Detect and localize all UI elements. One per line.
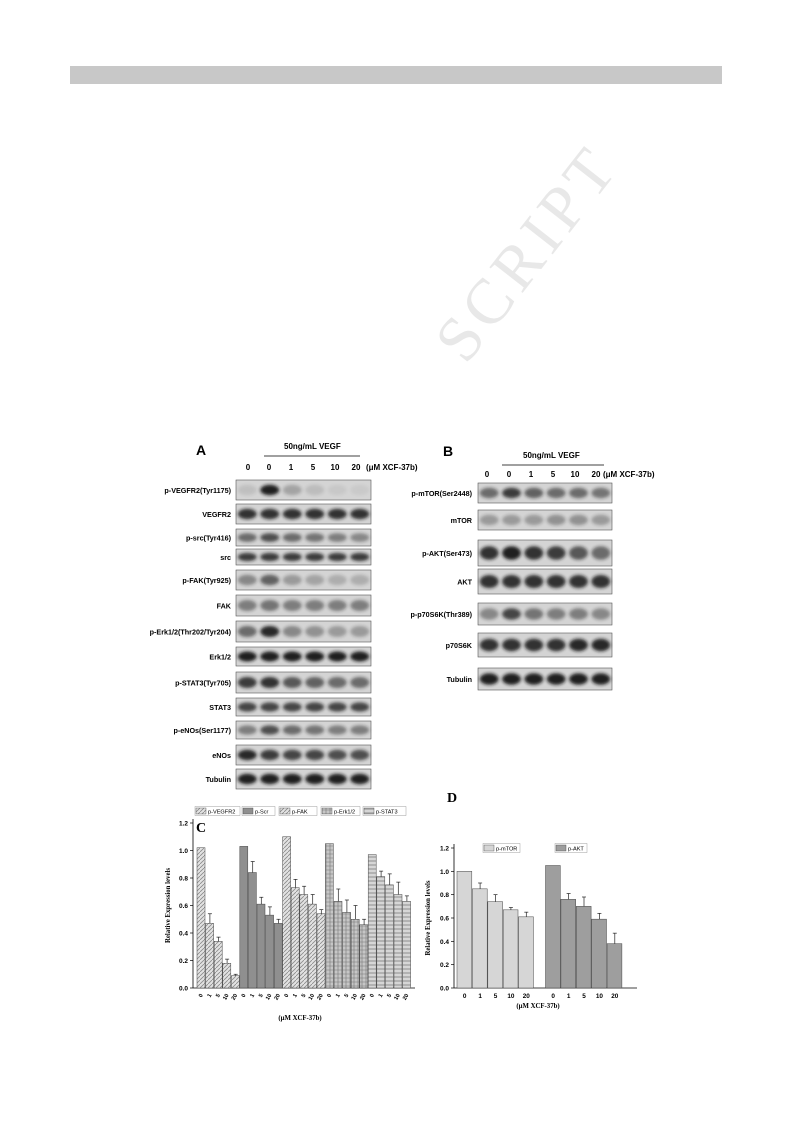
panel-b-band (591, 546, 610, 560)
chart-d-y-tick-label: 0.0 (439, 985, 449, 993)
chart-c-bar (394, 895, 402, 989)
panel-a-row-p-src-tyr416 (186, 529, 371, 546)
panel-b-band (480, 546, 499, 560)
panel-a-band (260, 485, 279, 495)
panel-b-treatment: 50ng/mL VEGF (523, 451, 580, 460)
panel-b-row-label: p70S6K (445, 641, 472, 650)
panel-b-band (480, 639, 499, 651)
chart-d-category-label: 5 (493, 993, 498, 1000)
chart-c-legend-swatch (243, 808, 253, 814)
panel-b-band (524, 608, 543, 619)
panel-c-label: C (196, 821, 207, 836)
panel-b-band (524, 575, 543, 588)
panel-a-row-label: FAK (216, 601, 231, 611)
panel-a-band (305, 485, 324, 495)
chart-c-legend-label: p-FAK (292, 809, 308, 816)
panel-a-band (328, 626, 347, 637)
panel-b-band (524, 515, 543, 525)
panel-b-band (547, 546, 566, 560)
panel-a-band (260, 677, 279, 688)
panel-b-dose: 0 (506, 470, 512, 479)
panel-b-band (502, 608, 521, 619)
chart-c-bar (403, 901, 411, 988)
chart-d-category-label: 1 (478, 993, 482, 1000)
panel-a-band (350, 575, 369, 585)
chart-c-y-tick-label: 0.4 (178, 930, 188, 938)
chart-c-bar (317, 914, 325, 988)
panel-b-band (569, 608, 588, 619)
chart-c-category-label: 0 (369, 993, 376, 999)
panel-a-row-label: p-VEGFR2(Tyr1175) (164, 486, 231, 495)
panel-a-row-src (220, 549, 371, 565)
panel-a-band (350, 677, 369, 688)
panel-a-band (238, 600, 257, 611)
panel-b-row-label: p-p70S6K(Thr389) (410, 610, 472, 619)
chart-c-bar (325, 844, 333, 988)
chart-d-legend-swatch (556, 845, 566, 851)
chart-c-category-label: 20 (273, 993, 282, 1002)
panel-a-band (238, 485, 257, 495)
chart-c-legend-swatch (280, 808, 290, 814)
chart-d-bar (472, 889, 487, 988)
chart-c-bar (300, 895, 308, 989)
chart-c-bar (334, 901, 342, 988)
panel-a-band (305, 725, 324, 734)
watermark: SCRIPT (420, 131, 633, 375)
panel-a-blots (150, 480, 371, 789)
panel-a-row-label: p-eNOs(Ser1177) (173, 726, 231, 735)
panel-a-dose: 1 (288, 463, 294, 472)
panel-a-band (305, 509, 324, 519)
panel-b-band (547, 575, 566, 588)
chart-c-bar (283, 837, 291, 988)
panel-a-row-label: p-Erk1/2(Thr202/Tyr204) (149, 627, 231, 637)
chart-c-y-tick-label: 1.2 (178, 820, 188, 828)
panel-b-band (480, 575, 499, 588)
chart-c-category-label: 0 (283, 993, 291, 999)
chart-c-y-tick-label: 0.2 (178, 958, 188, 965)
panel-a-band (260, 702, 279, 711)
panel-a-band (260, 774, 279, 784)
chart-d-y-tick-label: 1.0 (439, 868, 449, 876)
chart-c-category-label: 0 (326, 993, 334, 999)
chart-c-bar (206, 923, 214, 988)
panel-b-band (569, 673, 588, 684)
panel-a-row-label: Erk1/2 (209, 652, 231, 662)
panel-b-band (569, 515, 588, 525)
panel-a-band (350, 702, 369, 711)
chart-d-y-tick-label: 0.2 (439, 962, 449, 970)
panel-a-unit: (μM XCF-37b) (366, 463, 418, 472)
panel-b-dose: 0 (484, 470, 490, 479)
panel-b-row-mtor (451, 510, 612, 530)
panel-b-band (569, 546, 588, 560)
panel-b-dose: 10 (570, 470, 580, 479)
panel-b-band (591, 673, 610, 684)
chart-c-x-axis-label: (μM XCF-37b) (278, 1015, 322, 1022)
panel-b-row-akt (457, 569, 612, 594)
chart-d-x-axis-label: (μM XCF-37b) (516, 1003, 560, 1010)
panel-a-band (238, 725, 257, 734)
panel-b-row-p70s6k (446, 633, 612, 657)
chart-c-category-label: 5 (343, 993, 351, 999)
chart-c-y-tick-label: 0.0 (178, 985, 188, 993)
panel-b-band (591, 639, 610, 651)
panel-b-band (524, 488, 543, 498)
chart-c-legend-swatch (322, 808, 332, 814)
panel-a-band (238, 702, 257, 711)
panel-a-band (350, 626, 369, 637)
chart-d-bar (503, 910, 518, 988)
panel-a-treatment: 50ng/mL VEGF (284, 442, 341, 451)
panel-a-band (350, 652, 369, 662)
chart-c-category-label: 10 (222, 993, 231, 1002)
panel-a-dose: 10 (330, 463, 340, 472)
panel-b-band (502, 673, 521, 684)
panel-a-row-tubulin (206, 769, 371, 789)
chart-c-category-label: 1 (292, 993, 299, 999)
panel-a-row-erk1-2 (209, 647, 371, 666)
panel-a-row-label: src (220, 553, 231, 562)
chart-d-legend-label: p-AKT (568, 846, 584, 853)
panel-a-band (305, 774, 324, 784)
chart-d-legend-swatch (484, 845, 494, 851)
chart-c-bar (214, 941, 222, 988)
panel-b-band (569, 488, 588, 498)
chart-c-y-tick-label: 0.6 (178, 903, 188, 910)
chart-c-category-label: 5 (300, 993, 308, 999)
panel-b-band (480, 608, 499, 619)
chart-c-legend-label: p-STAT3 (376, 809, 398, 816)
chart-c-bar (377, 877, 385, 988)
chart-c-category-label: 1 (249, 993, 257, 999)
panel-b-band (480, 488, 499, 498)
panel-b-row-label: Tubulin (446, 675, 472, 684)
panel-a-row-label: p-FAK(Tyr925) (182, 576, 231, 585)
panel-a-band (305, 575, 324, 585)
chart-d-category-label: 10 (595, 993, 603, 1000)
panel-b-blots (410, 483, 612, 690)
chart-c-category-label: 20 (316, 993, 325, 1002)
panel-a-band (328, 533, 347, 542)
panel-a-band (283, 750, 302, 760)
panel-b-band (547, 488, 566, 498)
chart-c-category-label: 1 (335, 993, 342, 999)
chart-d-bar (561, 899, 576, 988)
panel-a-band (305, 626, 324, 637)
panel-a-row-p-enos-ser1177 (173, 721, 371, 739)
chart-c-legend-label: p-Scr (255, 809, 269, 816)
panel-a-band (238, 509, 257, 519)
chart-d-category-label: 20 (522, 993, 530, 1000)
panel-b-label: B (443, 443, 454, 459)
panel-b-band (502, 515, 521, 525)
panel-b-row-p-akt-ser473 (422, 540, 612, 566)
chart-c-bar (257, 904, 265, 988)
chart-d-bar (607, 944, 622, 988)
chart-c-bar (266, 915, 274, 988)
panel-a-band (260, 575, 279, 585)
panel-b-row-tubulin (447, 668, 612, 690)
chart-c-bar (248, 873, 256, 989)
panel-a-band (328, 677, 347, 688)
chart-c-bar (385, 885, 393, 988)
panel-a-band (328, 725, 347, 734)
panel-b-row-label: p-AKT(Ser473) (422, 549, 472, 558)
chart-d-y-tick-label: 0.4 (439, 938, 449, 946)
chart-c-category-label: 5 (386, 993, 394, 999)
panel-a-row-p-vegfr2-tyr1175 (164, 480, 371, 500)
panel-a-band (328, 774, 347, 784)
panel-a-band (350, 533, 369, 542)
chart-c-bar (308, 904, 316, 988)
panel-a-header (196, 442, 418, 472)
panel-a-band (350, 509, 369, 519)
chart-c-y-tick-label: 1.0 (178, 848, 188, 855)
panel-a-row-label: VEGFR2 (202, 510, 231, 519)
panel-b-row-label: AKT (457, 577, 472, 587)
panel-a-band (260, 626, 279, 637)
panel-b-unit: (μM XCF-37b) (603, 470, 655, 479)
panel-b-row-label: p-mTOR(Ser2448) (411, 489, 472, 498)
panel-a-row-p-erk1-2-thr202-tyr204 (150, 621, 371, 642)
panel-a-band (283, 533, 302, 542)
panel-a-band (238, 774, 257, 784)
panel-a-band (328, 485, 347, 495)
chart-c-bar (274, 923, 282, 988)
panel-a-row-enos (212, 745, 371, 765)
panel-a-band (305, 750, 324, 760)
chart-c-y-axis-label: Relative Expression levels (165, 867, 172, 944)
panel-a-band (305, 652, 324, 662)
panel-a-band (238, 626, 257, 637)
panel-b-band (569, 639, 588, 651)
panel-a-band (283, 553, 302, 561)
panel-a-band (238, 652, 257, 662)
chart-c-category-label: 20 (359, 993, 368, 1002)
panel-a-band (260, 533, 279, 542)
panel-a-row-p-fak-tyr925 (182, 570, 371, 590)
panel-a-band (350, 774, 369, 784)
panel-a-band (238, 533, 257, 542)
chart-c-bar (368, 855, 376, 988)
panel-b-row-p-p70s6k-thr389 (410, 603, 612, 625)
panel-a-dose: 0 (266, 463, 272, 472)
chart-c-category-label: 1 (377, 993, 385, 999)
panel-b-band (524, 546, 543, 560)
panel-a-band (283, 509, 302, 519)
panel-a-dose: 5 (310, 463, 316, 472)
panel-a-row-p-stat3-tyr705 (175, 672, 371, 693)
chart-d-category-label: 20 (611, 993, 619, 1000)
panel-b-dose: 5 (550, 470, 556, 479)
panel-b-band (591, 575, 610, 588)
chart-d-category-label: 0 (551, 993, 555, 1000)
panel-a-row-stat3 (209, 698, 371, 716)
chart-c-legend-label: p-VEGFR2 (208, 809, 236, 816)
panel-a-band (350, 485, 369, 495)
panel-a-dose: 20 (351, 463, 361, 472)
panel-b-band (569, 575, 588, 588)
chart-d-bar (546, 866, 561, 989)
panel-a-dose: 0 (245, 463, 251, 472)
panel-a-row-vegfr2 (202, 504, 371, 524)
panel-b-band (547, 608, 566, 619)
chart-c-category-label: 1 (206, 993, 214, 999)
panel-a-band (283, 677, 302, 688)
panel-a-band (350, 750, 369, 760)
chart-d-bar (576, 906, 591, 988)
panel-a-row-fak (217, 595, 371, 616)
panel-a-band (260, 553, 279, 561)
panel-a-band (305, 600, 324, 611)
panel-b-band (502, 639, 521, 651)
panel-a-row-label: eNOs (212, 751, 231, 760)
chart-d-bar (592, 919, 607, 988)
chart-d-bar (457, 871, 472, 988)
chart-d-category-label: 1 (566, 993, 571, 1000)
panel-b-band (524, 673, 543, 684)
panel-a-row-label: p-src(Tyr416) (185, 533, 231, 543)
panel-a-band (350, 725, 369, 734)
chart-d-bar (488, 902, 503, 988)
panel-b-dose: 20 (591, 470, 601, 479)
panel-a-band (305, 702, 324, 711)
panel-b-band (547, 639, 566, 651)
panel-a-band (350, 600, 369, 611)
panel-a-band (328, 600, 347, 611)
chart-c-category-label: 0 (198, 993, 205, 999)
panel-a-row-label: STAT3 (209, 703, 231, 712)
panel-a-label: A (196, 442, 207, 458)
panel-a-band (260, 600, 279, 611)
panel-b-band (524, 639, 543, 651)
chart-c-category-label: 5 (258, 993, 265, 999)
panel-a-band (283, 725, 302, 734)
panel-a-band (283, 626, 302, 637)
panel-a-band (260, 750, 279, 760)
chart-c-bar (360, 925, 368, 988)
panel-b-dose: 1 (528, 470, 534, 479)
chart-c-category-label: 20 (402, 993, 411, 1002)
panel-a-band (238, 575, 257, 585)
panel-a-band (238, 750, 257, 760)
panel-b-band (502, 575, 521, 588)
panel-b-band (547, 673, 566, 684)
chart-d-category-label: 10 (507, 993, 515, 1000)
panel-a-band (260, 652, 279, 662)
chart-c-legend-swatch (364, 808, 374, 814)
panel-a-band (305, 677, 324, 688)
chart-d-category-label: 0 (462, 993, 467, 1000)
panel-b-band (502, 546, 521, 560)
panel-a-band (260, 725, 279, 734)
chart-c-category-label: 5 (215, 993, 222, 999)
panel-a-band (328, 553, 347, 561)
panel-a-band (305, 533, 324, 542)
chart-c-bar (343, 912, 351, 988)
panel-b-row-p-mtor-ser2448 (411, 483, 612, 503)
panel-a-band (305, 553, 324, 561)
chart-c-legend-label: p-Erk1/2 (334, 809, 356, 816)
chart-c-category-label: 10 (265, 993, 274, 1002)
panel-b-band (502, 488, 521, 498)
chart-c-category-label: 10 (393, 993, 402, 1002)
chart-c-legend-swatch (196, 808, 206, 814)
chart-d-bar (519, 917, 534, 988)
chart-c-bar (197, 848, 205, 988)
chart-c-category-label: 10 (350, 993, 359, 1002)
panel-b-band (591, 608, 610, 619)
panel-d-label: D (447, 791, 458, 806)
chart-c-bar (231, 976, 239, 988)
chart-c-y-tick-label: 0.8 (178, 875, 188, 883)
panel-a-band (350, 553, 369, 561)
panel-a-band (283, 485, 302, 495)
panel-a-band (283, 774, 302, 784)
chart-d-category-label: 5 (582, 993, 586, 1000)
panel-a-row-label: p-STAT3(Tyr705) (175, 678, 231, 688)
panel-a-band (283, 702, 302, 711)
panel-b-band (480, 673, 499, 684)
panel-a-band (283, 575, 302, 585)
chart-d-y-axis-label: Relative Expression levels (425, 880, 432, 956)
chart-d-y-tick-label: 1.2 (439, 845, 449, 853)
panel-b-band (591, 515, 610, 525)
panel-b-header (443, 443, 655, 479)
panel-a-band (328, 575, 347, 585)
panel-a-band (328, 652, 347, 662)
chart-d (425, 844, 637, 1011)
chart-c-category-label: 0 (240, 993, 248, 999)
panel-a-band (238, 553, 257, 561)
panel-a-band (283, 652, 302, 662)
chart-c-bar (240, 846, 248, 988)
panel-a-band (238, 677, 257, 688)
panel-a-band (328, 702, 347, 711)
panel-b-band (480, 515, 499, 525)
panel-b-band (547, 515, 566, 525)
chart-c (165, 807, 415, 1023)
chart-c-category-label: 20 (230, 993, 240, 1002)
panel-b-band (591, 488, 610, 498)
chart-d-y-tick-label: 0.6 (439, 915, 449, 923)
chart-d-y-tick-label: 0.8 (439, 892, 449, 900)
panel-a-band (260, 509, 279, 519)
chart-c-bar (351, 919, 359, 988)
panel-a-band (328, 750, 347, 760)
panel-a-row-label: Tubulin (205, 775, 231, 784)
chart-d-legend-label: p-mTOR (496, 846, 518, 853)
panel-a-band (283, 600, 302, 611)
chart-c-bar (291, 888, 299, 988)
panel-b-row-label: mTOR (450, 516, 472, 525)
chart-c-category-label: 10 (307, 993, 317, 1002)
panel-a-band (328, 509, 347, 519)
chart-c-bar (223, 963, 231, 988)
